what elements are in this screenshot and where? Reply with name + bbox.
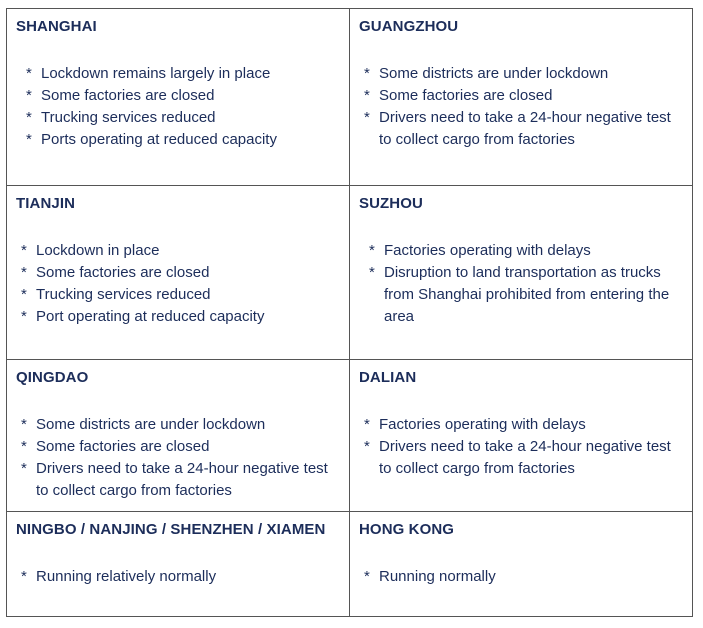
list-item <box>359 436 684 480</box>
bullet-icon: * <box>21 264 27 281</box>
bullet-icon: * <box>21 242 27 259</box>
status-text: Port operating at reduced capacity <box>36 308 265 325</box>
status-text: Some factories are closed <box>36 264 210 281</box>
list-item <box>359 63 684 85</box>
region-status-list <box>359 63 684 151</box>
table-row <box>7 512 693 617</box>
region-city-name: SUZHOU <box>359 195 423 212</box>
status-text: Lockdown in place <box>36 242 160 259</box>
region-status-list <box>16 240 341 328</box>
table-row <box>7 360 693 512</box>
bullet-icon: * <box>21 568 27 585</box>
region-status-list <box>359 240 684 328</box>
bullet-icon: * <box>369 264 375 281</box>
bullet-icon: * <box>21 308 27 325</box>
status-text: Drivers need to take a 24-hour negative test to collect cargo from factories <box>379 438 671 477</box>
city-status-table <box>6 8 693 617</box>
region-cell-shanghai <box>7 9 350 186</box>
list-item <box>16 129 341 151</box>
bullet-icon: * <box>364 416 370 433</box>
region-city-name: QINGDAO <box>16 369 89 386</box>
list-item <box>16 566 341 588</box>
bullet-icon: * <box>21 460 27 477</box>
list-item <box>16 107 341 129</box>
status-text: Drivers need to take a 24-hour negative test to collect cargo from factories <box>36 460 328 499</box>
list-item <box>16 306 341 328</box>
bullet-icon: * <box>21 438 27 455</box>
bullet-icon: * <box>364 568 370 585</box>
bullet-icon: * <box>21 286 27 303</box>
status-text: Lockdown remains largely in place <box>41 65 271 82</box>
region-cell-hong-kong <box>350 512 693 617</box>
bullet-icon: * <box>364 438 370 455</box>
status-text: Drivers need to take a 24-hour negative test to collect cargo from factories <box>379 109 671 148</box>
region-status-list <box>359 414 684 480</box>
bullet-icon: * <box>26 87 32 104</box>
region-status-list <box>16 566 341 588</box>
list-item <box>16 85 341 107</box>
list-item <box>359 566 684 588</box>
region-cell-dalian <box>350 360 693 512</box>
region-city-name: GUANGZHOU <box>359 18 459 35</box>
table-row <box>7 186 693 360</box>
bullet-icon: * <box>364 87 370 104</box>
list-item <box>16 262 341 284</box>
status-text: Trucking services reduced <box>36 286 211 303</box>
region-cell-suzhou <box>350 186 693 360</box>
region-city-name: HONG KONG <box>359 521 455 538</box>
status-text: Ports operating at reduced capacity <box>41 131 277 148</box>
list-item <box>16 63 341 85</box>
region-city-name: SHANGHAI <box>16 18 97 35</box>
bullet-icon: * <box>26 65 32 82</box>
bullet-icon: * <box>21 416 27 433</box>
bullet-icon: * <box>26 131 32 148</box>
bullet-icon: * <box>26 109 32 126</box>
status-text: Factories operating with delays <box>379 416 586 433</box>
status-text: Some districts are under lockdown <box>36 416 266 433</box>
status-text: Disruption to land transportation as trucks from Shanghai prohibited from entering the area <box>384 264 670 325</box>
list-item <box>16 414 341 436</box>
region-city-name: TIANJIN <box>16 195 76 212</box>
list-item <box>359 262 684 328</box>
status-text: Some factories are closed <box>41 87 215 104</box>
region-status-list <box>16 63 341 151</box>
region-cell-tianjin <box>7 186 350 360</box>
status-text: Some factories are closed <box>36 438 210 455</box>
region-status-list <box>16 414 341 502</box>
list-item <box>359 85 684 107</box>
region-status-list <box>359 566 684 588</box>
bullet-icon: * <box>364 65 370 82</box>
list-item <box>16 436 341 458</box>
region-cell-guangzhou <box>350 9 693 186</box>
list-item <box>16 240 341 262</box>
list-item <box>16 284 341 306</box>
list-item <box>16 458 341 502</box>
status-text: Factories operating with delays <box>384 242 591 259</box>
region-cell-ningbo-nanjing-shenzhen-xiamen <box>7 512 350 617</box>
region-city-name: DALIAN <box>359 369 417 386</box>
bullet-icon: * <box>364 109 370 126</box>
list-item <box>359 107 684 151</box>
status-text: Running relatively normally <box>36 568 217 585</box>
bullet-icon: * <box>369 242 375 259</box>
list-item <box>359 240 684 262</box>
status-text: Trucking services reduced <box>41 109 216 126</box>
status-text: Some factories are closed <box>379 87 553 104</box>
region-cell-qingdao <box>7 360 350 512</box>
region-city-name: NINGBO / NANJING / SHENZHEN / XIAMEN <box>16 521 326 538</box>
status-text: Some districts are under lockdown <box>379 65 609 82</box>
table-row <box>7 9 693 186</box>
list-item <box>359 414 684 436</box>
status-text: Running normally <box>379 568 496 585</box>
